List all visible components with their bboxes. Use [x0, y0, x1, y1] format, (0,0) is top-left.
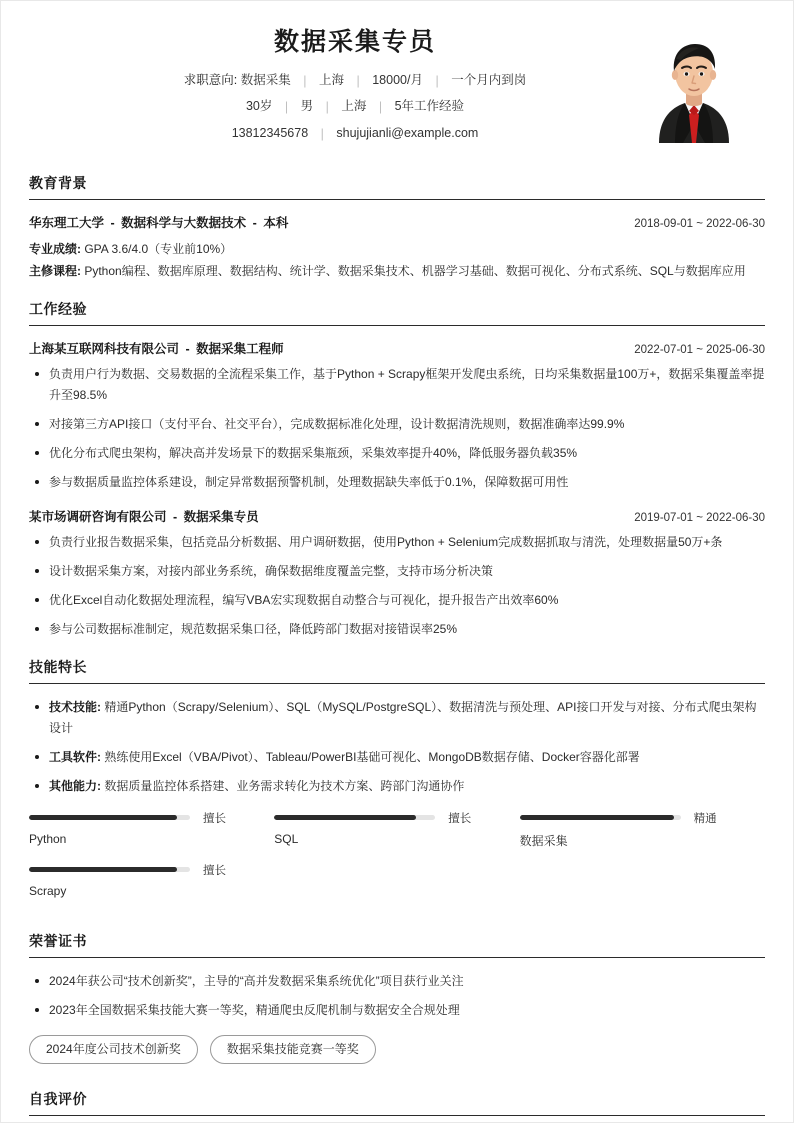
section-title-work: 工作经验 — [29, 301, 87, 318]
contact-email[interactable]: shujujianli@example.com — [336, 125, 479, 140]
education-courses-label: 主修课程: — [29, 264, 81, 279]
skill-level-label: 擅长 — [448, 812, 472, 825]
title-dash: - — [173, 510, 178, 525]
skill-name-label: SQL — [274, 831, 299, 846]
section-title-honors: 荣誉证书 — [29, 932, 87, 949]
job-intent-label: 求职意向: — [183, 73, 238, 87]
resume-content — [1, 1, 793, 1116]
title-dash: - — [252, 215, 257, 230]
skill-level-label: 精通 — [693, 812, 717, 825]
work-company: 上海某互联网科技有限公司 — [29, 342, 180, 357]
work-entry-head — [29, 507, 765, 525]
education-date-range: 2018-09-01 ~ 2022-06-30 — [634, 217, 765, 230]
personal-info-line — [65, 97, 645, 116]
skill-progress-fill — [29, 815, 177, 820]
work-date-range: 2019-07-01 ~ 2022-06-30 — [634, 512, 765, 525]
skill-name-label: Python — [29, 831, 67, 846]
section-work-experience — [29, 301, 765, 640]
page-title: 数据采集专员 — [273, 28, 436, 56]
skill-bar-row — [29, 813, 250, 823]
separator-icon: | — [378, 100, 383, 115]
section-divider — [29, 199, 765, 200]
work-role: 数据采集工程师 — [196, 342, 284, 357]
resume-header — [29, 27, 765, 156]
education-entry-title — [29, 213, 288, 231]
section-title-skills: 技能特长 — [29, 659, 87, 676]
education-entry — [29, 213, 765, 282]
skill-progress-fill — [274, 815, 416, 820]
section-title-self-evaluation: 自我评价 — [29, 1091, 87, 1108]
honors-bullet-list — [29, 971, 765, 1021]
list-item — [29, 776, 765, 797]
skill-progress-track — [29, 815, 190, 820]
list-item — [29, 747, 765, 768]
skill-category-value: 精通Python（Scrapy/Selenium）、SQL（MySQL/PostgreSQL）、数据清洗与预处理、API接口开发与对接、分布式爬虫架构设计 — [49, 699, 757, 735]
skill-bar-row — [520, 813, 741, 823]
skill-level-label: 擅长 — [203, 812, 226, 825]
section-divider — [29, 1115, 765, 1116]
work-role: 数据采集专员 — [183, 510, 259, 525]
work-entry-head — [29, 339, 765, 357]
list-item: 对接第三方API接口（支付平台、社交平台），完成数据标准化处理，设计数据清洗规则，数据准确率达99.9% — [29, 414, 765, 435]
skill-bar-row — [274, 813, 495, 823]
job-intent-position: 数据采集 — [240, 73, 291, 87]
contact-info-line — [65, 124, 645, 143]
separator-icon: | — [320, 126, 324, 141]
education-gpa-value: GPA 3.6/4.0（专业前10%） — [84, 241, 233, 256]
section-divider — [29, 683, 765, 684]
personal-gender: 男 — [300, 99, 314, 114]
education-courses-line — [29, 260, 765, 282]
section-divider — [29, 957, 765, 958]
contact-phone[interactable]: 13812345678 — [231, 125, 309, 140]
work-entry-title — [29, 507, 259, 525]
list-item: 2023年全国数据采集技能大赛一等奖，精通爬虫反爬机制与数据安全合规处理 — [29, 1000, 765, 1021]
section-education — [29, 175, 765, 282]
list-item: 2024年获公司“技术创新奖”，主导的“高并发数据采集系统优化”项目获行业关注 — [29, 971, 765, 992]
job-intent-availability: 一个月内到岗 — [451, 73, 527, 87]
section-honors — [29, 933, 765, 1072]
separator-icon: | — [325, 100, 329, 115]
skill-progress-fill — [520, 815, 675, 820]
separator-icon: | — [284, 100, 289, 115]
section-divider — [29, 325, 765, 326]
education-entry-head — [29, 213, 765, 231]
list-item: 优化Excel自动化数据处理流程，编写VBA宏实现数据自动整合与可视化，提升报告产出效率60% — [29, 590, 765, 611]
skill-progress-track — [29, 867, 190, 872]
separator-icon: | — [303, 74, 307, 88]
skill-level-label: 擅长 — [203, 864, 226, 877]
list-item: 参与公司数据标准制定，规范数据采集口径，降低跨部门数据对接错误率25% — [29, 619, 765, 640]
list-item: 负责行业报告数据采集，包括竞品分析数据、用户调研数据，使用Python + Selenium完成数据抓取与清洗，处理数据量50万+条 — [29, 532, 765, 553]
job-intent-city: 上海 — [319, 73, 345, 87]
education-major: 数据科学与大数据技术 — [121, 215, 247, 230]
work-bullet-list — [29, 364, 765, 493]
skill-name-label: Scrapy — [29, 883, 67, 898]
section-skills — [29, 659, 765, 914]
education-degree: 本科 — [263, 215, 289, 230]
separator-icon: | — [435, 74, 439, 88]
personal-experience: 5年工作经验 — [394, 99, 465, 114]
job-intent-salary: 18000/月 — [372, 73, 423, 87]
skill-bar-row — [29, 865, 250, 875]
skill-category-label: 工具软件: — [49, 749, 101, 764]
separator-icon: | — [356, 74, 360, 88]
personal-age: 30岁 — [245, 99, 273, 114]
skill-progress-fill — [29, 867, 177, 872]
skill-progress-track — [520, 815, 681, 820]
personal-location: 上海 — [341, 99, 367, 114]
work-company: 某市场调研咨询有限公司 — [29, 510, 167, 525]
work-date-range: 2022-07-01 ~ 2025-06-30 — [634, 344, 765, 357]
work-entry-title — [29, 339, 284, 357]
skill-progress-track — [274, 815, 435, 820]
skill-bar-group — [29, 813, 765, 914]
list-item: 负责用户行为数据、交易数据的全流程采集工作，基于Python + Scrapy框架开发爬虫系统，日均采集数据量100万+，数据采集覆盖率提升至98.5% — [29, 364, 765, 406]
skill-category-label: 技术技能: — [49, 699, 101, 714]
education-gpa-label: 专业成绩: — [29, 241, 81, 256]
skill-bar-item — [520, 813, 765, 849]
list-item — [29, 697, 765, 739]
list-item: 优化分布式爬虫架构，解决高并发场景下的数据采集瓶颈，采集效率提升40%，降低服务器负载35% — [29, 443, 765, 464]
list-item: 参与数据质量监控体系建设，制定异常数据预警机制，处理数据缺失率低于0.1%，保障数据可用性 — [29, 472, 765, 493]
skills-bullet-list — [29, 697, 765, 797]
work-entry — [29, 339, 765, 493]
skill-category-label: 其他能力: — [49, 778, 101, 793]
avatar — [645, 31, 743, 143]
avatar-photo-icon — [645, 31, 743, 143]
job-intent-line — [65, 71, 645, 90]
section-self-evaluation — [29, 1091, 765, 1116]
skill-category-value: 熟练使用Excel（VBA/Pivot）、Tableau/PowerBI基础可视化、MongoDB数据存储、Docker容器化部署 — [104, 749, 640, 764]
section-title-education: 教育背景 — [29, 175, 87, 192]
education-gpa-line — [29, 238, 765, 260]
skill-category-value: 数据质量监控体系搭建、业务需求转化为技术方案、跨部门沟通协作 — [104, 778, 465, 793]
education-school: 华东理工大学 — [29, 215, 105, 230]
skill-name-label: 数据采集 — [519, 833, 568, 848]
honor-tag[interactable]: 2024年度公司技术创新奖 — [29, 1035, 198, 1065]
skill-bar-item — [29, 813, 274, 849]
title-dash: - — [110, 215, 115, 230]
list-item: 设计数据采集方案，对接内部业务系统，确保数据维度覆盖完整，支持市场分析决策 — [29, 561, 765, 582]
title-dash: - — [185, 342, 190, 357]
work-bullet-list — [29, 532, 765, 640]
honor-tag-group — [29, 1035, 765, 1073]
education-courses-value: Python编程、数据库原理、数据结构、统计学、数据采集技术、机器学习基础、数据可视化、分布式系统、SQL与数据库应用 — [84, 264, 746, 279]
work-entry — [29, 507, 765, 640]
honor-tag[interactable]: 数据采集技能竞赛一等奖 — [210, 1035, 376, 1065]
skill-bar-item — [274, 813, 519, 849]
skill-bar-item — [29, 865, 274, 898]
